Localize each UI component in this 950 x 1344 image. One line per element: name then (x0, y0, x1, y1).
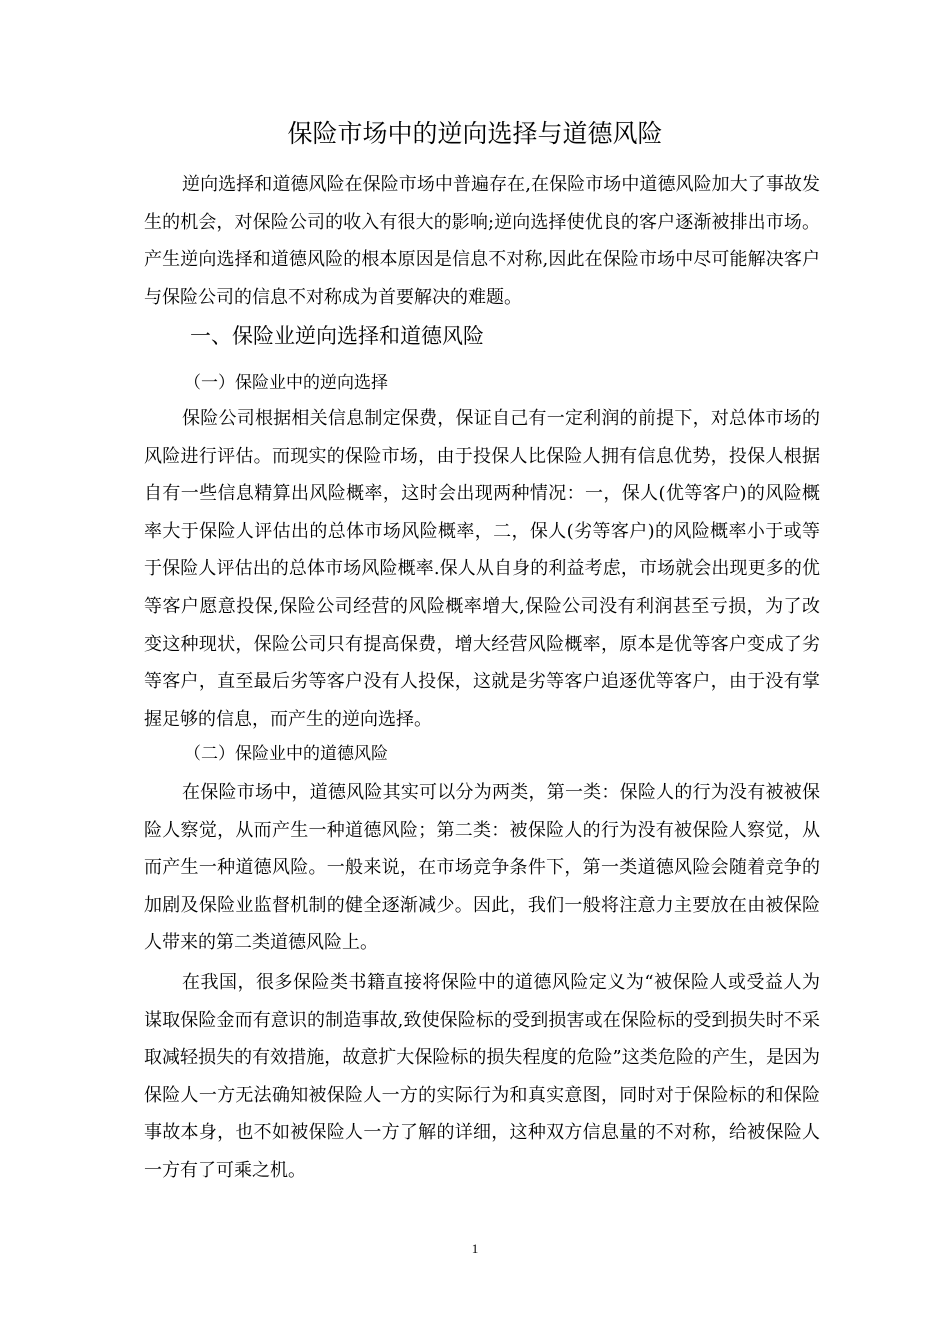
moral-hazard-paragraph-1: 在保险市场中，道德风险其实可以分为两类，第一类：保险人的行为没有被被保险人察觉，从而产生一种道德风险；第二类：被保险人的行为没有被保险人察觉，从而产生一种道德风险。一般来说，在市场竞争条件下，第一类道德风险会随着竞争的加剧及保险业监督机制的健全逐渐减少。因此，我们一般将注意力主要放在由被保险人带来的第二类道德风险上。 (144, 782, 820, 954)
section-heading: 一、保险业逆向选择和道德风险 (190, 324, 484, 348)
adverse-selection-paragraph: 保险公司根据相关信息制定保费，保证自己有一定利润的前提下，对总体市场的风险进行评估。而现实的保险市场，由于投保人比保险人拥有信息优势，投保人根据自有一些信息精算出风险概率，这时会出现两种情况：一，保人(优等客户)的风险概率大于保险人评估出的总体市场风险概率，二，保人(劣等客户)的风险概率小于或等于保险人评估出的总体市场风险概率.保人从自身的利益考虑，市场就会出现更多的优等客户愿意投保,保险公司经营的风险概率增大,保险公司没有利润甚至亏损，为了改变这种现状，保险公司只有提高保费，增大经营风险概率，原本是优等客户变成了劣等客户，直至最后劣等客户没有人投保，这就是劣等客户追逐优等客户，由于没有掌握足够的信息，而产生的逆向选择。 (144, 408, 820, 730)
document-title: 保险市场中的逆向选择与道德风险 (287, 119, 663, 148)
page-number: 1 (471, 1241, 479, 1256)
intro-paragraph: 逆向选择和道德风险在保险市场中普遍存在,在保险市场中道德风险加大了事故发生的机会，对保险公司的收入有很大的影响;逆向选择使优良的客户逐渐被排出市场。产生逆向选择和道德风险的根本原因是信息不对称,因此在保险市场中尽可能解决客户与保险公司的信息不对称成为首要解决的难题。 (144, 174, 820, 308)
subsection-heading-adverse-selection: （一）保险业中的逆向选择 (184, 373, 388, 393)
moral-hazard-paragraph-2: 在我国，很多保险类书籍直接将保险中的道德风险定义为“被保险人或受益人为谋取保险金而有意识的制造事故,致使保险标的受到损害或在保险标的受到损失时不采取减轻损失的有效措施，故意扩大保险标的损失程度的危险”这类危险的产生，是因为保险人一方无法确知被保险人一方的实际行为和真实意图，同时对于保险标的和保险事故本身，也不如被保险人一方了解的详细，这种双方信息量的不对称，给被保险人一方有了可乘之机。 (144, 972, 820, 1181)
subsection-heading-moral-hazard: （二）保险业中的道德风险 (184, 744, 388, 764)
